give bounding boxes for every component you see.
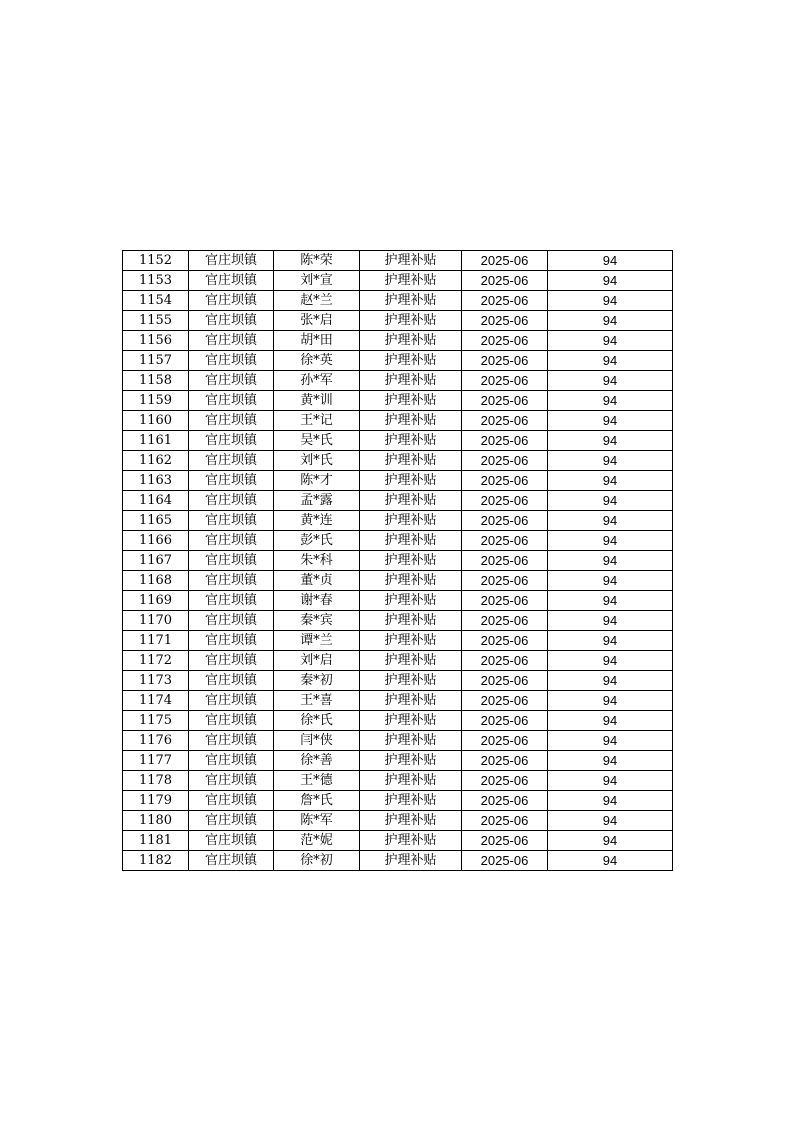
cell-subsidy-type: 护理补贴	[360, 551, 462, 571]
cell-subsidy-type: 护理补贴	[360, 491, 462, 511]
cell-town: 官庄坝镇	[189, 311, 274, 331]
table-row	[123, 691, 673, 711]
cell-amount: 94	[548, 671, 673, 691]
cell-serial-number: 1153	[123, 271, 189, 291]
table-row	[123, 331, 673, 351]
cell-person-name: 朱*科	[274, 551, 360, 571]
cell-town: 官庄坝镇	[189, 591, 274, 611]
cell-person-name: 范*妮	[274, 831, 360, 851]
table-row	[123, 811, 673, 831]
cell-town: 官庄坝镇	[189, 691, 274, 711]
cell-amount: 94	[548, 731, 673, 751]
cell-amount: 94	[548, 431, 673, 451]
cell-period: 2025-06	[462, 271, 548, 291]
cell-period: 2025-06	[462, 731, 548, 751]
cell-person-name: 陈*才	[274, 471, 360, 491]
table-row	[123, 391, 673, 411]
cell-period: 2025-06	[462, 811, 548, 831]
cell-amount: 94	[548, 451, 673, 471]
cell-person-name: 吴*氏	[274, 431, 360, 451]
cell-amount: 94	[548, 631, 673, 651]
table-row	[123, 311, 673, 331]
cell-town: 官庄坝镇	[189, 331, 274, 351]
cell-subsidy-type: 护理补贴	[360, 591, 462, 611]
cell-serial-number: 1161	[123, 431, 189, 451]
cell-period: 2025-06	[462, 691, 548, 711]
cell-amount: 94	[548, 571, 673, 591]
cell-person-name: 秦*宾	[274, 611, 360, 631]
cell-subsidy-type: 护理补贴	[360, 391, 462, 411]
cell-period: 2025-06	[462, 491, 548, 511]
cell-period: 2025-06	[462, 471, 548, 491]
cell-period: 2025-06	[462, 571, 548, 591]
cell-person-name: 董*贞	[274, 571, 360, 591]
cell-subsidy-type: 护理补贴	[360, 291, 462, 311]
cell-amount: 94	[548, 611, 673, 631]
cell-town: 官庄坝镇	[189, 851, 274, 871]
cell-amount: 94	[548, 491, 673, 511]
cell-serial-number: 1172	[123, 651, 189, 671]
cell-subsidy-type: 护理补贴	[360, 571, 462, 591]
cell-period: 2025-06	[462, 391, 548, 411]
cell-serial-number: 1179	[123, 791, 189, 811]
cell-amount: 94	[548, 251, 673, 271]
table-row	[123, 631, 673, 651]
cell-subsidy-type: 护理补贴	[360, 311, 462, 331]
cell-amount: 94	[548, 351, 673, 371]
cell-period: 2025-06	[462, 551, 548, 571]
cell-subsidy-type: 护理补贴	[360, 791, 462, 811]
cell-serial-number: 1165	[123, 511, 189, 531]
cell-town: 官庄坝镇	[189, 571, 274, 591]
cell-period: 2025-06	[462, 651, 548, 671]
cell-serial-number: 1171	[123, 631, 189, 651]
cell-amount: 94	[548, 691, 673, 711]
cell-serial-number: 1173	[123, 671, 189, 691]
cell-subsidy-type: 护理补贴	[360, 751, 462, 771]
cell-period: 2025-06	[462, 411, 548, 431]
cell-town: 官庄坝镇	[189, 651, 274, 671]
cell-serial-number: 1167	[123, 551, 189, 571]
cell-amount: 94	[548, 791, 673, 811]
cell-amount: 94	[548, 751, 673, 771]
cell-person-name: 王*德	[274, 771, 360, 791]
cell-period: 2025-06	[462, 251, 548, 271]
cell-person-name: 谭*兰	[274, 631, 360, 651]
subsidy-table	[122, 250, 673, 871]
table-row	[123, 551, 673, 571]
table-row	[123, 291, 673, 311]
cell-subsidy-type: 护理补贴	[360, 251, 462, 271]
cell-amount: 94	[548, 411, 673, 431]
table-row	[123, 751, 673, 771]
table-row	[123, 511, 673, 531]
cell-period: 2025-06	[462, 511, 548, 531]
table-row	[123, 271, 673, 291]
cell-serial-number: 1182	[123, 851, 189, 871]
cell-subsidy-type: 护理补贴	[360, 811, 462, 831]
cell-town: 官庄坝镇	[189, 791, 274, 811]
cell-amount: 94	[548, 511, 673, 531]
table-row	[123, 451, 673, 471]
cell-serial-number: 1157	[123, 351, 189, 371]
cell-town: 官庄坝镇	[189, 531, 274, 551]
cell-person-name: 徐*初	[274, 851, 360, 871]
cell-subsidy-type: 护理补贴	[360, 771, 462, 791]
cell-person-name: 刘*启	[274, 651, 360, 671]
cell-serial-number: 1160	[123, 411, 189, 431]
table-row	[123, 671, 673, 691]
table-row	[123, 591, 673, 611]
cell-town: 官庄坝镇	[189, 731, 274, 751]
cell-amount: 94	[548, 371, 673, 391]
cell-period: 2025-06	[462, 711, 548, 731]
cell-period: 2025-06	[462, 351, 548, 371]
cell-town: 官庄坝镇	[189, 811, 274, 831]
cell-person-name: 赵*兰	[274, 291, 360, 311]
table-row	[123, 471, 673, 491]
cell-town: 官庄坝镇	[189, 491, 274, 511]
cell-town: 官庄坝镇	[189, 771, 274, 791]
table-row	[123, 791, 673, 811]
table-row	[123, 831, 673, 851]
cell-person-name: 陈*军	[274, 811, 360, 831]
cell-period: 2025-06	[462, 531, 548, 551]
cell-amount: 94	[548, 591, 673, 611]
cell-town: 官庄坝镇	[189, 471, 274, 491]
cell-subsidy-type: 护理补贴	[360, 851, 462, 871]
cell-subsidy-type: 护理补贴	[360, 431, 462, 451]
cell-subsidy-type: 护理补贴	[360, 371, 462, 391]
cell-town: 官庄坝镇	[189, 251, 274, 271]
cell-serial-number: 1170	[123, 611, 189, 631]
cell-person-name: 黄*训	[274, 391, 360, 411]
cell-serial-number: 1178	[123, 771, 189, 791]
cell-town: 官庄坝镇	[189, 411, 274, 431]
cell-serial-number: 1163	[123, 471, 189, 491]
cell-period: 2025-06	[462, 371, 548, 391]
cell-town: 官庄坝镇	[189, 431, 274, 451]
cell-town: 官庄坝镇	[189, 391, 274, 411]
cell-person-name: 陈*荣	[274, 251, 360, 271]
cell-person-name: 黄*连	[274, 511, 360, 531]
cell-town: 官庄坝镇	[189, 351, 274, 371]
cell-serial-number: 1162	[123, 451, 189, 471]
cell-subsidy-type: 护理补贴	[360, 351, 462, 371]
cell-subsidy-type: 护理补贴	[360, 511, 462, 531]
cell-person-name: 王*记	[274, 411, 360, 431]
cell-serial-number: 1155	[123, 311, 189, 331]
table-row	[123, 731, 673, 751]
cell-period: 2025-06	[462, 611, 548, 631]
table-row	[123, 571, 673, 591]
cell-serial-number: 1175	[123, 711, 189, 731]
cell-town: 官庄坝镇	[189, 511, 274, 531]
cell-subsidy-type: 护理补贴	[360, 711, 462, 731]
cell-amount: 94	[548, 771, 673, 791]
table-row	[123, 251, 673, 271]
cell-subsidy-type: 护理补贴	[360, 731, 462, 751]
cell-person-name: 秦*初	[274, 671, 360, 691]
cell-person-name: 胡*田	[274, 331, 360, 351]
table-row	[123, 771, 673, 791]
cell-amount: 94	[548, 851, 673, 871]
cell-town: 官庄坝镇	[189, 751, 274, 771]
cell-person-name: 詹*氏	[274, 791, 360, 811]
cell-amount: 94	[548, 551, 673, 571]
cell-subsidy-type: 护理补贴	[360, 631, 462, 651]
cell-serial-number: 1177	[123, 751, 189, 771]
cell-period: 2025-06	[462, 771, 548, 791]
cell-period: 2025-06	[462, 851, 548, 871]
table-row	[123, 611, 673, 631]
cell-town: 官庄坝镇	[189, 831, 274, 851]
cell-period: 2025-06	[462, 451, 548, 471]
cell-person-name: 徐*氏	[274, 711, 360, 731]
cell-period: 2025-06	[462, 831, 548, 851]
cell-amount: 94	[548, 811, 673, 831]
cell-person-name: 刘*氏	[274, 451, 360, 471]
cell-amount: 94	[548, 651, 673, 671]
cell-serial-number: 1159	[123, 391, 189, 411]
cell-person-name: 王*喜	[274, 691, 360, 711]
cell-town: 官庄坝镇	[189, 711, 274, 731]
cell-subsidy-type: 护理补贴	[360, 691, 462, 711]
cell-town: 官庄坝镇	[189, 551, 274, 571]
cell-person-name: 彭*氏	[274, 531, 360, 551]
cell-amount: 94	[548, 831, 673, 851]
cell-subsidy-type: 护理补贴	[360, 671, 462, 691]
table-row	[123, 531, 673, 551]
cell-amount: 94	[548, 391, 673, 411]
table-row	[123, 431, 673, 451]
table-row	[123, 851, 673, 871]
cell-person-name: 谢*春	[274, 591, 360, 611]
cell-serial-number: 1156	[123, 331, 189, 351]
cell-serial-number: 1169	[123, 591, 189, 611]
cell-amount: 94	[548, 471, 673, 491]
cell-amount: 94	[548, 291, 673, 311]
table-row	[123, 491, 673, 511]
cell-serial-number: 1158	[123, 371, 189, 391]
table-row	[123, 351, 673, 371]
cell-period: 2025-06	[462, 671, 548, 691]
cell-period: 2025-06	[462, 291, 548, 311]
table-row	[123, 651, 673, 671]
cell-person-name: 刘*宣	[274, 271, 360, 291]
cell-amount: 94	[548, 311, 673, 331]
cell-town: 官庄坝镇	[189, 631, 274, 651]
cell-person-name: 孙*军	[274, 371, 360, 391]
cell-person-name: 孟*露	[274, 491, 360, 511]
cell-town: 官庄坝镇	[189, 671, 274, 691]
cell-subsidy-type: 护理补贴	[360, 531, 462, 551]
cell-period: 2025-06	[462, 791, 548, 811]
cell-period: 2025-06	[462, 331, 548, 351]
cell-serial-number: 1166	[123, 531, 189, 551]
cell-serial-number: 1176	[123, 731, 189, 751]
cell-subsidy-type: 护理补贴	[360, 611, 462, 631]
cell-person-name: 闫*侠	[274, 731, 360, 751]
cell-period: 2025-06	[462, 311, 548, 331]
cell-serial-number: 1154	[123, 291, 189, 311]
cell-serial-number: 1174	[123, 691, 189, 711]
cell-serial-number: 1180	[123, 811, 189, 831]
cell-subsidy-type: 护理补贴	[360, 651, 462, 671]
cell-amount: 94	[548, 331, 673, 351]
cell-subsidy-type: 护理补贴	[360, 411, 462, 431]
table-row	[123, 411, 673, 431]
cell-town: 官庄坝镇	[189, 371, 274, 391]
cell-serial-number: 1164	[123, 491, 189, 511]
cell-period: 2025-06	[462, 431, 548, 451]
cell-amount: 94	[548, 271, 673, 291]
cell-period: 2025-06	[462, 591, 548, 611]
cell-subsidy-type: 护理补贴	[360, 331, 462, 351]
cell-amount: 94	[548, 711, 673, 731]
cell-person-name: 徐*善	[274, 751, 360, 771]
cell-subsidy-type: 护理补贴	[360, 471, 462, 491]
cell-serial-number: 1168	[123, 571, 189, 591]
cell-town: 官庄坝镇	[189, 291, 274, 311]
cell-subsidy-type: 护理补贴	[360, 271, 462, 291]
cell-town: 官庄坝镇	[189, 451, 274, 471]
cell-period: 2025-06	[462, 751, 548, 771]
cell-person-name: 徐*英	[274, 351, 360, 371]
cell-subsidy-type: 护理补贴	[360, 831, 462, 851]
cell-period: 2025-06	[462, 631, 548, 651]
table-row	[123, 371, 673, 391]
cell-person-name: 张*启	[274, 311, 360, 331]
cell-subsidy-type: 护理补贴	[360, 451, 462, 471]
cell-serial-number: 1152	[123, 251, 189, 271]
cell-town: 官庄坝镇	[189, 271, 274, 291]
cell-town: 官庄坝镇	[189, 611, 274, 631]
subsidy-table-body	[123, 251, 673, 871]
cell-amount: 94	[548, 531, 673, 551]
cell-serial-number: 1181	[123, 831, 189, 851]
table-row	[123, 711, 673, 731]
